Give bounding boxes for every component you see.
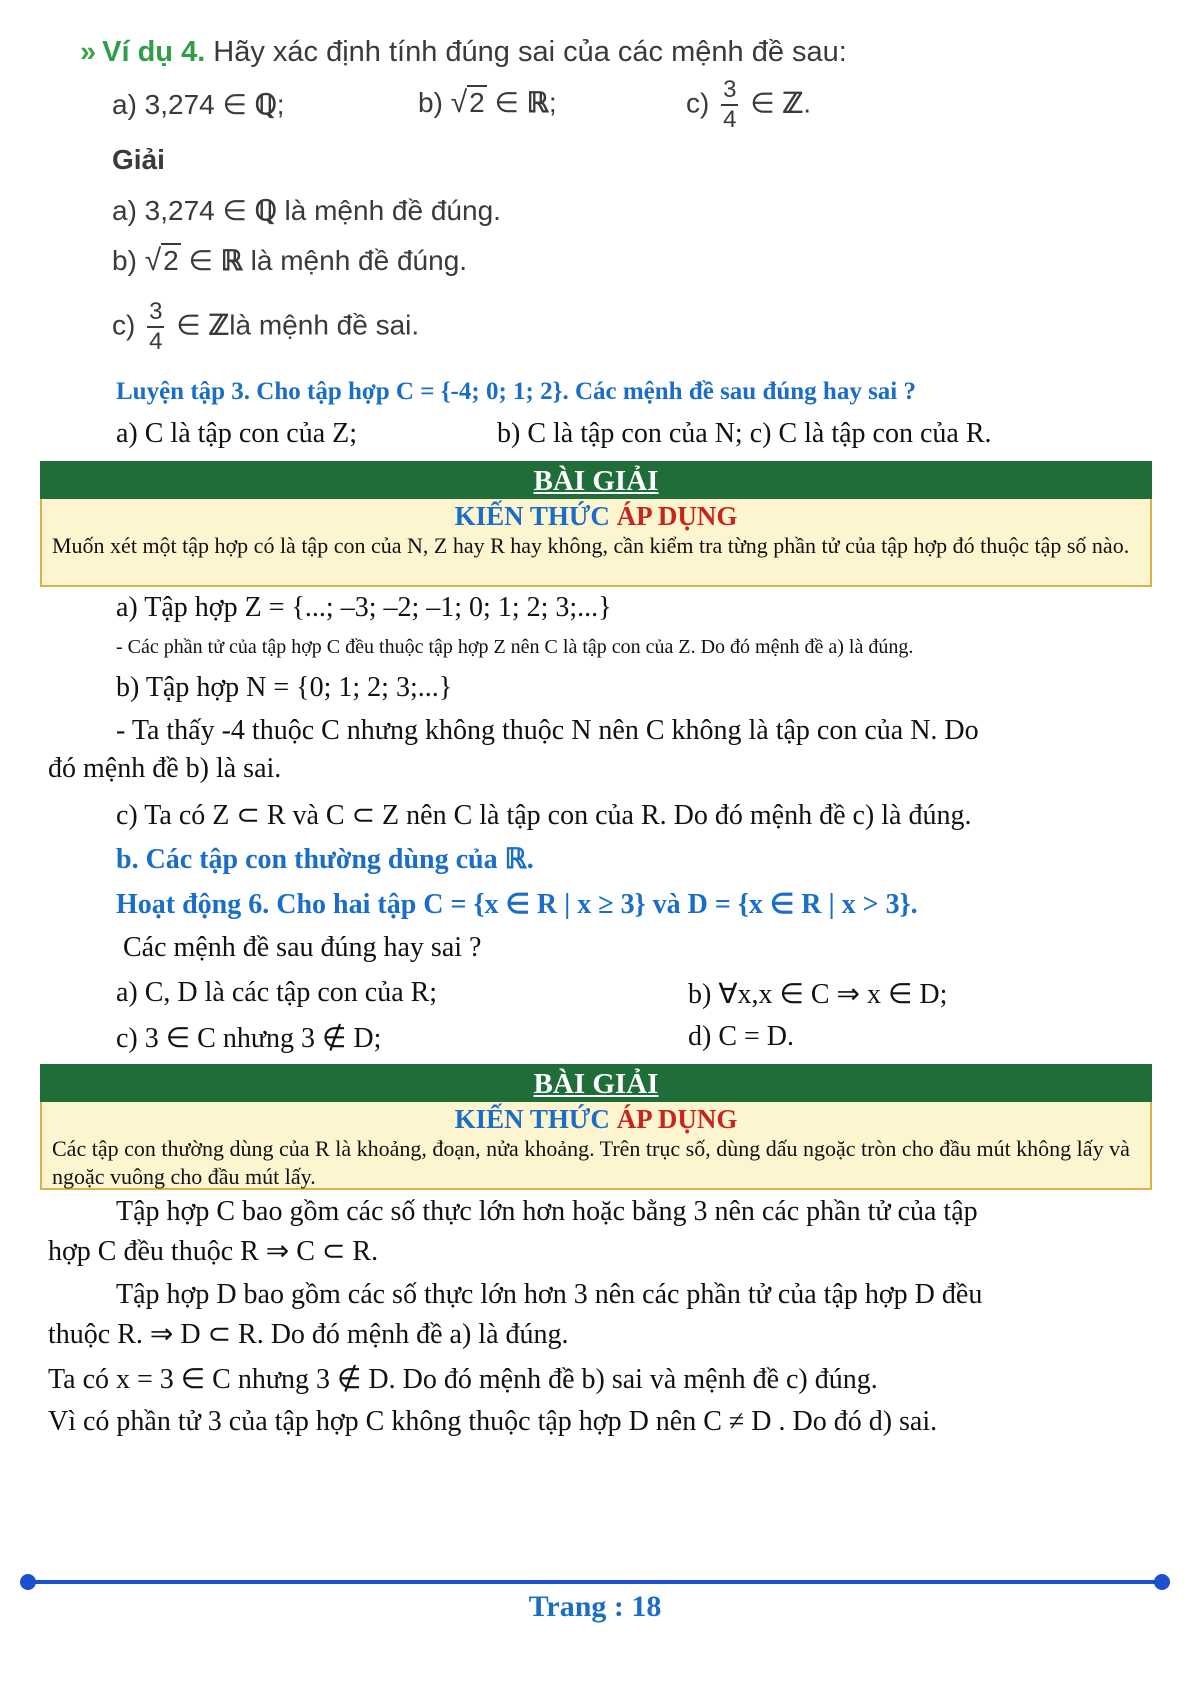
solution2-p1-line1: Tập hợp C bao gồm các số thực lớn hơn hoặc bằng 3 nên các phần tử của tập xyxy=(116,1196,978,1227)
knowledge-title: KIẾN THỨC ÁP DỤNG xyxy=(454,1104,738,1134)
practice-option-a: a) C là tập con của Z; xyxy=(116,418,358,449)
example-option-c: c) $\frac{3}{4}$ ∈ ℤ. xyxy=(686,76,812,133)
solution1-a-note: - Các phần tử của tập hợp C đều thuộc tập hợp Z nên C là tập con của Z. Do đó mệnh đề a) là đúng. xyxy=(116,636,914,658)
page-number: Trang : 18 xyxy=(528,1590,662,1623)
knowledge-title: KIẾN THỨC ÁP DỤNG xyxy=(454,501,738,531)
solution1-c: c) Ta có Z ⊂ R và C ⊂ Z nên C là tập con của R. Do đó mệnh đề c) là đúng. xyxy=(116,800,972,831)
example-title xyxy=(80,36,847,69)
activity-heading: Hoạt động 6. Cho hai tập C = {x ∈ R | x ≥ 3} và D = {x ∈ R | x > 3}. xyxy=(116,889,918,920)
activity-option-b: b) ∀x,x ∈ C ⇒ x ∈ D; xyxy=(688,979,948,1010)
activity-option-d: d) C = D. xyxy=(688,1021,795,1052)
solution1-a: a) Tập hợp Z = {...; –3; –2; –1; 0; 1; 2; 3;...} xyxy=(116,592,612,623)
knowledge-box xyxy=(40,1102,1152,1190)
practice-option-bc: b) C là tập con của N; c) C là tập con của R. xyxy=(497,418,992,449)
solution-box-header: BÀI GIẢI xyxy=(40,1064,1152,1102)
solution1-b-note-line1: - Ta thấy -4 thuộc C nhưng không thuộc N nên C không là tập con của N. Do xyxy=(116,715,979,746)
knowledge-text: Các tập con thường dùng của R là khoảng, đoạn, nửa khoảng. Trên trục số, dùng dấu ngoặc tròn cho đầu mút không lấy và ngoặc vuông cho đầu mút lấy. xyxy=(52,1136,1130,1189)
solution-a: a) 3,274 ∈ ℚ là mệnh đề đúng. xyxy=(112,195,501,226)
example-option-a: a) 3,274 ∈ ℚ; xyxy=(112,89,285,120)
footer-rule xyxy=(28,1580,1160,1584)
activity-option-c: c) 3 ∈ C nhưng 3 ∉ D; xyxy=(116,1023,382,1054)
solution2-p3: Ta có x = 3 ∈ C nhưng 3 ∉ D. Do đó mệnh đề b) sai và mệnh đề c) đúng. xyxy=(48,1364,878,1395)
example-question: Hãy xác định tính đúng sai của các mệnh đề sau: xyxy=(213,36,847,68)
footer-dot-right xyxy=(1154,1574,1170,1590)
solution-label: Giải xyxy=(112,144,165,175)
solution-box-header: BÀI GIẢI xyxy=(40,461,1152,499)
solution-c: c) $\frac{3}{4}$ ∈ ℤlà mệnh đề sai. xyxy=(112,298,420,355)
example-option-b: b) √2 ∈ ℝ; xyxy=(418,86,557,119)
chevron-right-icon: » xyxy=(80,36,91,68)
solution1-b-note-line2: đó mệnh đề b) là sai. xyxy=(48,753,282,784)
knowledge-text: Muốn xét một tập hợp có là tập con của N, Z hay R hay không, cần kiểm tra từng phần tử của tập hợp đó thuộc tập số nào. xyxy=(52,533,1130,558)
sqrt-icon: √ xyxy=(144,244,162,277)
solution2-p4: Vì có phần tử 3 của tập hợp C không thuộc tập hợp D nên C ≠ D . Do đó d) sai. xyxy=(48,1406,938,1437)
knowledge-box xyxy=(40,499,1152,587)
activity-option-a: a) C, D là các tập con của R; xyxy=(116,977,438,1008)
example-label: Ví dụ 4. xyxy=(102,36,206,68)
solution2-p1-line2: hợp C đều thuộc R ⇒ C ⊂ R. xyxy=(48,1236,379,1267)
activity-question: Các mệnh đề sau đúng hay sai ? xyxy=(123,932,482,963)
sqrt-icon: √ xyxy=(450,86,468,119)
solution1-b: b) Tập hợp N = {0; 1; 2; 3;...} xyxy=(116,672,453,703)
section-heading: b. Các tập con thường dùng của ℝ. xyxy=(116,844,534,875)
practice-heading: Luyện tập 3. Cho tập hợp C = {-4; 0; 1; 2}. Các mệnh đề sau đúng hay sai ? xyxy=(116,378,916,405)
solution2-p2-line1: Tập hợp D bao gồm các số thực lớn hơn 3 nên các phần tử của tập hợp D đều xyxy=(116,1279,983,1310)
solution-b: b) √2 ∈ ℝ là mệnh đề đúng. xyxy=(112,244,468,277)
solution2-p2-line2: thuộc R. ⇒ D ⊂ R. Do đó mệnh đề a) là đúng. xyxy=(48,1319,569,1350)
